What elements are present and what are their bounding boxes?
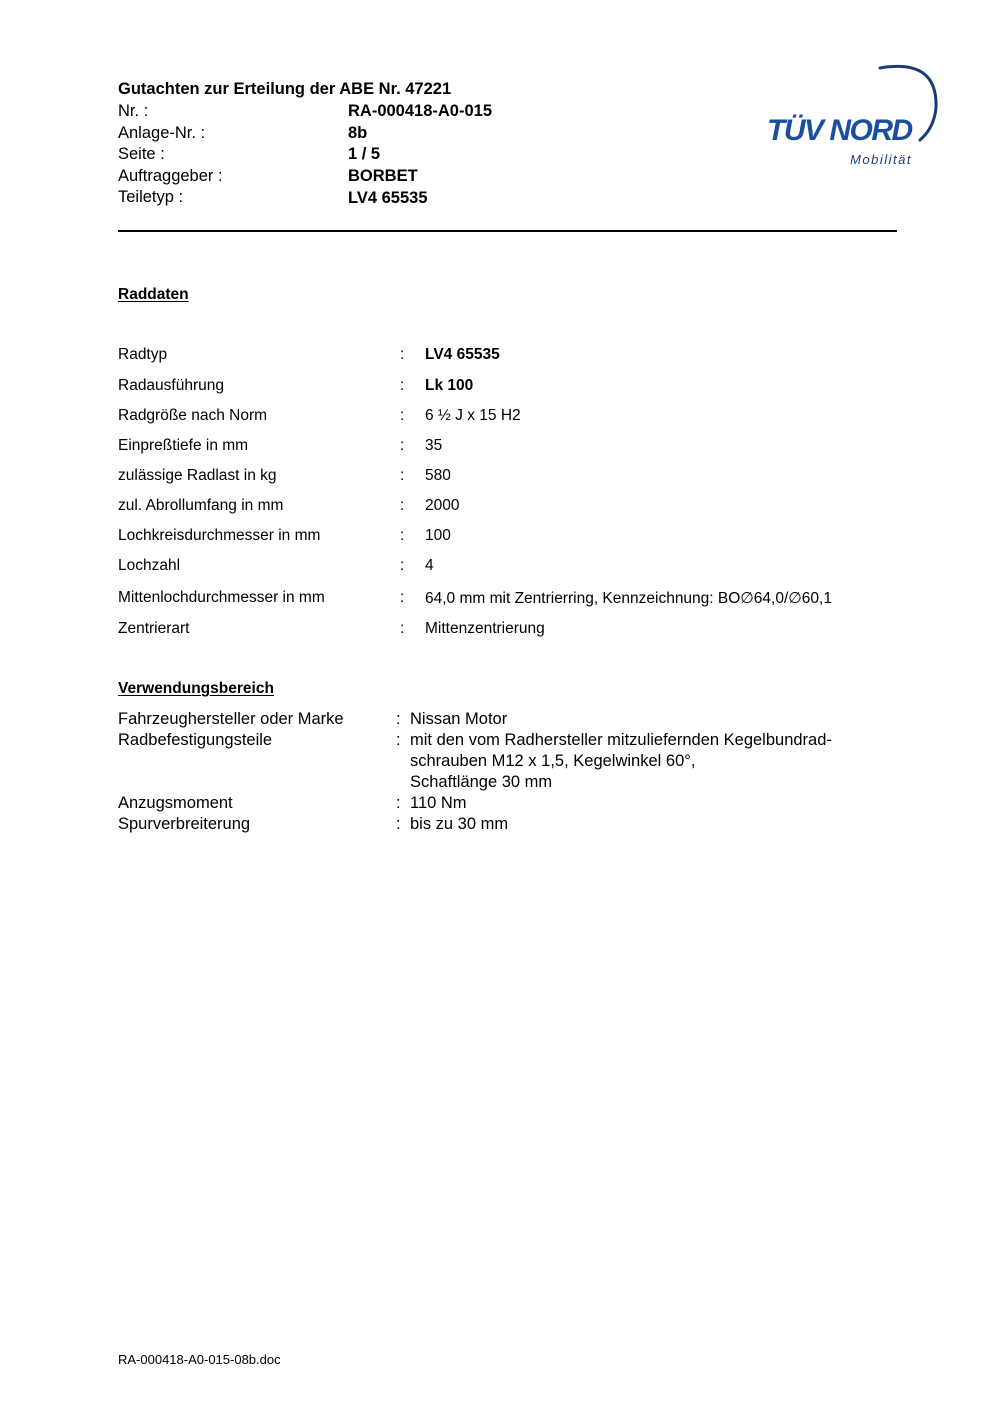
verwendung-value-radbefestigung-line1: mit den vom Radhersteller mitzuliefernden Kegelbundrad- (410, 731, 832, 749)
raddaten-label-mittenloch: Mittenlochdurchmesser in mm (118, 589, 325, 606)
raddaten-colon: : (400, 527, 405, 544)
raddaten-colon: : (400, 589, 405, 606)
verwendung-colon: : (396, 731, 401, 749)
raddaten-label-radlast: zulässige Radlast in kg (118, 467, 277, 484)
verwendung-label-spurverbreiterung: Spurverbreiterung (118, 815, 251, 833)
logo-subtitle: Mobilität (850, 152, 912, 167)
raddaten-colon: : (400, 407, 405, 424)
header-value-auftraggeber: BORBET (348, 167, 418, 185)
verwendung-colon: : (396, 794, 401, 812)
verwendung-value-radbefestigung-line3: Schaftlänge 30 mm (410, 773, 553, 791)
raddaten-colon: : (400, 557, 405, 574)
raddaten-colon: : (400, 497, 405, 514)
header-divider (118, 230, 897, 232)
footer-filename: RA-000418-A0-015-08b.doc (118, 1352, 281, 1367)
raddaten-value-lochzahl: 4 (425, 557, 434, 574)
raddaten-label-einpresstiefe: Einpreßtiefe in mm (118, 437, 249, 454)
verwendung-value-anzugsmoment: 110 Nm (410, 794, 467, 812)
raddaten-value-radausfuehrung: Lk 100 (425, 377, 474, 394)
raddaten-value-mittenloch: 64,0 mm mit Zentrierring, Kennzeichnung: BO∅64,0/∅60,1 (425, 590, 832, 607)
raddaten-label-radausfuehrung: Radausführung (118, 377, 224, 394)
logo-wordmark: TÜV NORD (767, 114, 912, 147)
raddaten-label-lochzahl: Lochzahl (118, 557, 181, 574)
raddaten-value-radgroesse: 6 ½ J x 15 H2 (425, 407, 521, 424)
verwendung-label-anzugsmoment: Anzugsmoment (118, 794, 233, 812)
verwendung-value-radbefestigung-line2: schrauben M12 x 1,5, Kegelwinkel 60°, (410, 752, 696, 770)
header-label-seite: Seite : (118, 145, 165, 163)
verwendung-colon: : (396, 710, 401, 728)
verwendung-value-hersteller: Nissan Motor (410, 710, 508, 728)
section-heading-verwendungsbereich: Verwendungsbereich (118, 680, 274, 697)
raddaten-colon: : (400, 437, 405, 454)
header-value-nr: RA-000418-A0-015 (348, 102, 492, 120)
document-title: Gutachten zur Erteilung der ABE Nr. 47221 (118, 80, 452, 98)
verwendung-colon: : (396, 815, 401, 833)
header-label-auftraggeber: Auftraggeber : (118, 167, 223, 185)
raddaten-value-abrollumfang: 2000 (425, 497, 460, 514)
verwendung-label-hersteller: Fahrzeughersteller oder Marke (118, 710, 344, 728)
raddaten-colon: : (400, 620, 405, 637)
raddaten-colon: : (400, 467, 405, 484)
header-value-seite: 1 / 5 (348, 145, 381, 163)
raddaten-value-zentrierart: Mittenzentrierung (425, 620, 545, 637)
header-label-nr: Nr. : (118, 102, 149, 120)
raddaten-value-einpresstiefe: 35 (425, 437, 443, 454)
raddaten-value-radtyp: LV4 65535 (425, 346, 500, 363)
raddaten-value-radlast: 580 (425, 467, 451, 484)
raddaten-value-lochkreis: 100 (425, 527, 451, 544)
header-label-teiletyp: Teiletyp : (118, 188, 184, 206)
raddaten-colon: : (400, 377, 405, 394)
verwendung-value-spurverbreiterung: bis zu 30 mm (410, 815, 509, 833)
raddaten-label-zentrierart: Zentrierart (118, 620, 190, 637)
logo-graphic (762, 58, 942, 170)
header-label-anlage: Anlage-Nr. : (118, 124, 206, 142)
raddaten-label-abrollumfang: zul. Abrollumfang in mm (118, 497, 284, 514)
raddaten-label-lochkreis: Lochkreisdurchmesser in mm (118, 527, 321, 544)
header-value-anlage: 8b (348, 124, 368, 142)
tuev-nord-logo (762, 58, 942, 170)
header-value-teiletyp: LV4 65535 (348, 189, 428, 207)
raddaten-label-radtyp: Radtyp (118, 346, 168, 363)
section-heading-raddaten: Raddaten (118, 286, 189, 303)
verwendung-label-radbefestigung: Radbefestigungsteile (118, 731, 273, 749)
raddaten-colon: : (400, 346, 405, 363)
raddaten-label-radgroesse: Radgröße nach Norm (118, 407, 268, 424)
